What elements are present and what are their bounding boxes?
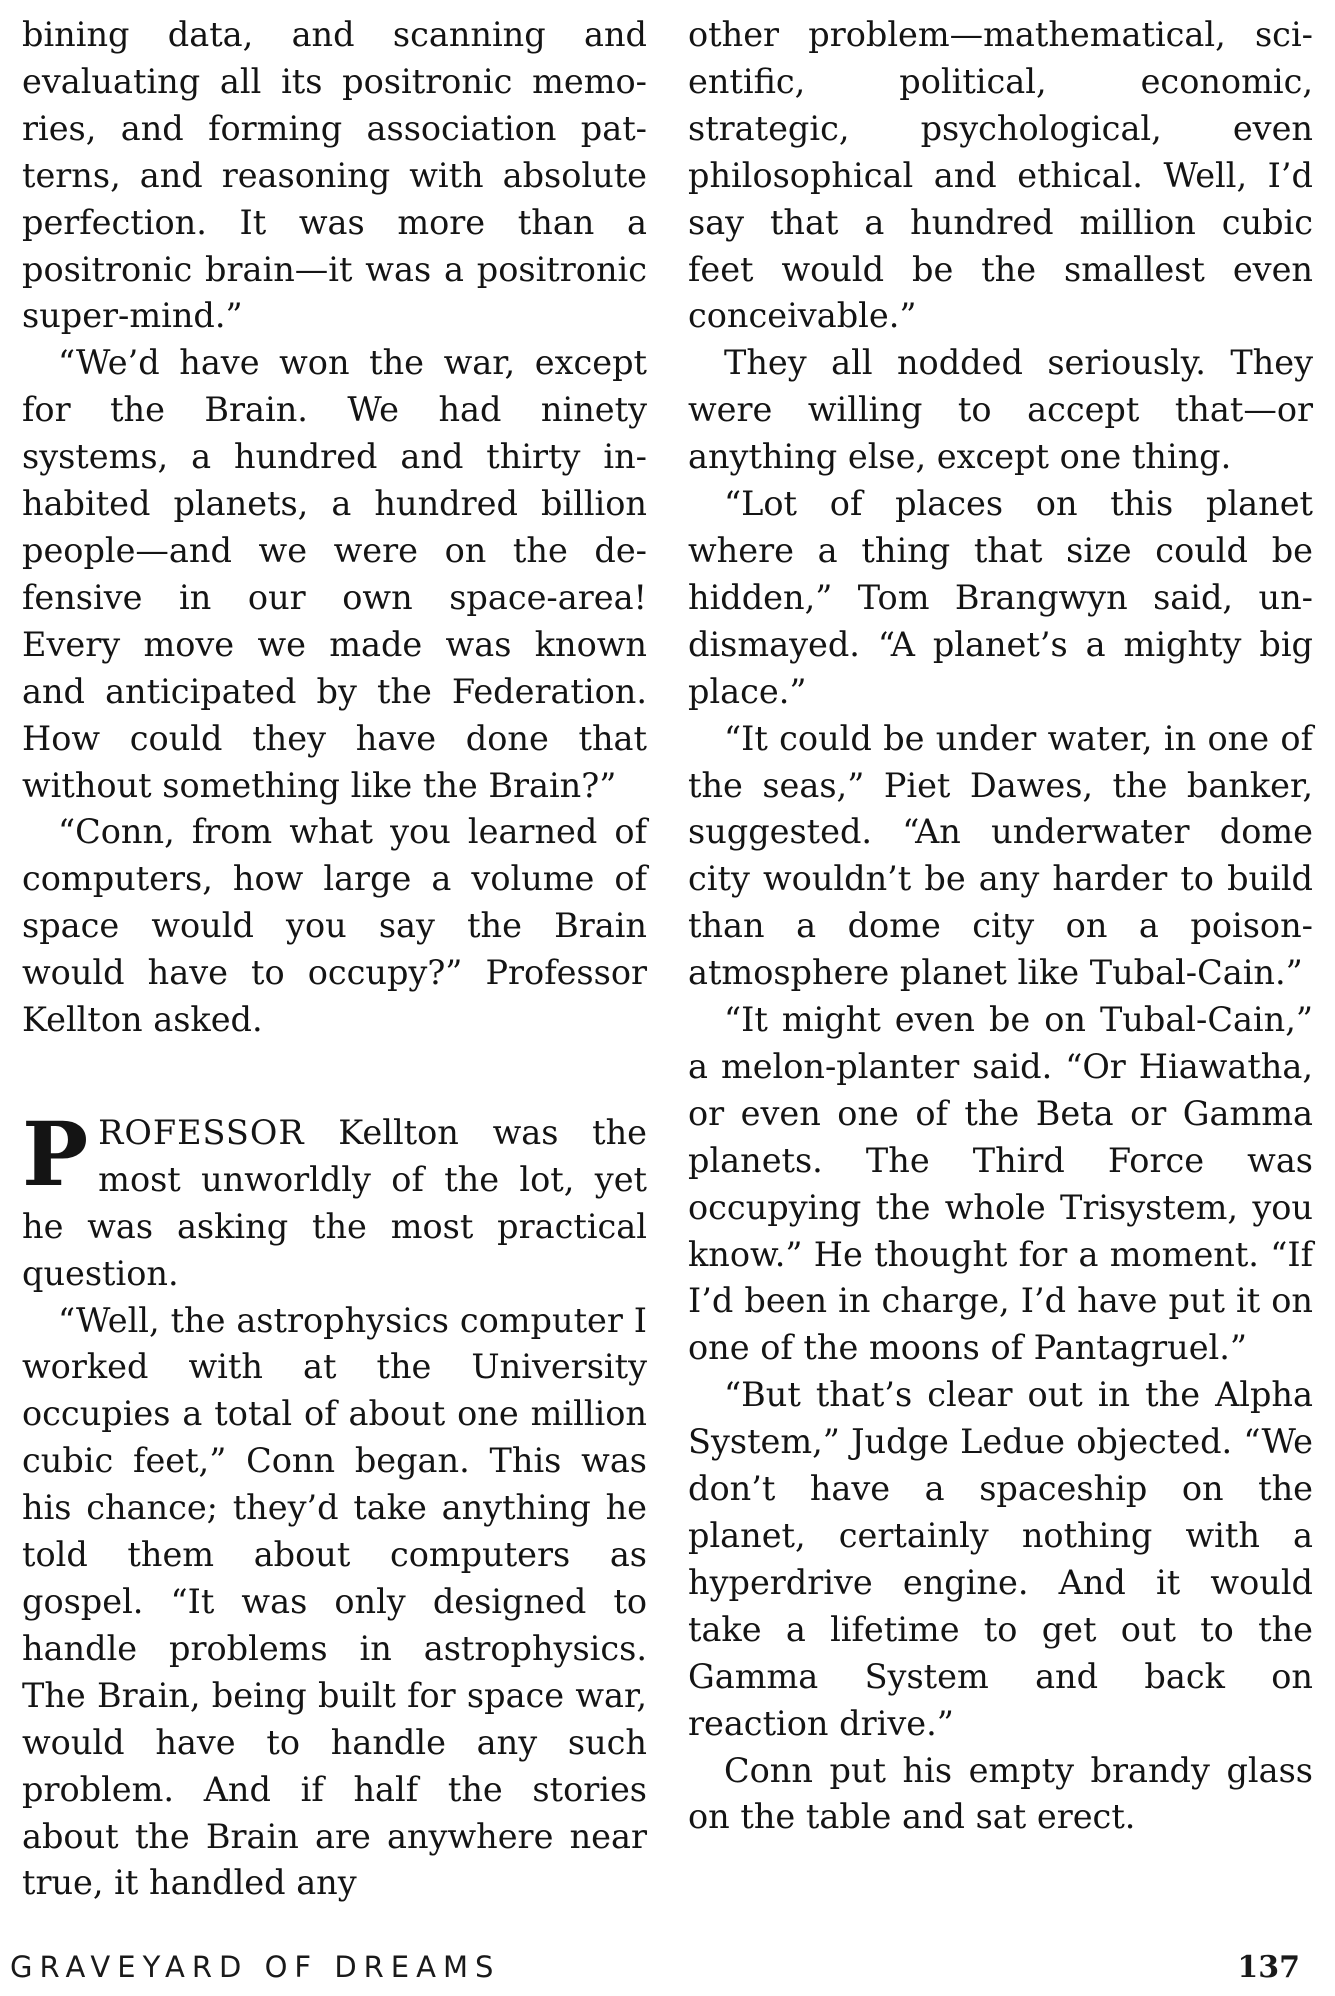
page-footer bbox=[10, 1950, 1300, 1990]
right-text-column bbox=[688, 12, 1313, 1841]
lead-in-caps: ROFESSOR bbox=[98, 1112, 305, 1152]
paragraph: “Lot of places on this planet where a thing that size could be hidden,” Tom Brangwyn said, undismayed. “A planet’s a mighty big place.” bbox=[688, 484, 1313, 711]
paragraph: “It might even be on Tubal-Cain,” a melon-planter said. “Or Hiawatha, or even one of the Beta or Gamma planets. The Third Force was occupying the whole Trisystem, you know.” He thought for a moment. “If I’d been in charge, I’d have put it on one of the moons of Pantagruel.” bbox=[688, 1000, 1313, 1368]
paragraph: “Conn, from what you learned of computers, how large a volume of space would you say the Brain would have to occupy?” Professor Kellton asked. bbox=[22, 812, 647, 1040]
paragraph-text: Kellton was the most unworldly of the lot, yet he was asking the most practical question. bbox=[22, 1112, 647, 1293]
paragraph: bining data, and scanning and evaluating all its positronic memories, and forming association patterns, and reasoning with absolute perfection. It was more than a positronic brain—it was a positronic super-mind.” bbox=[22, 15, 647, 336]
paragraph: They all nodded seriously. They were willing to accept that—or anything else, except one thing. bbox=[688, 343, 1313, 477]
running-title: GRAVEYARD OF DREAMS bbox=[10, 1950, 501, 1984]
paragraph: “But that’s clear out in the Alpha System,” Judge Ledue objected. “We don’t have a spaceship on the planet, certainly nothing with a hyperdrive engine. And it would take a lifetime to get out to the Gamma System and back on reaction drive.” bbox=[688, 1375, 1313, 1743]
page-number: 137 bbox=[1237, 1950, 1300, 1985]
paragraph: other problem—mathematical, scientific, political, economic, strategic, psychological, even philosophical and ethical. Well, I’d say that a hundred million cubic feet would be the smallest even conceivable.” bbox=[688, 15, 1313, 336]
section-opening-paragraph bbox=[22, 1101, 647, 1298]
paragraph: “We’d have won the war, except for the Brain. We had ninety systems, a hundred and thirty inhabited planets, a hundred billion people—and we were on the defensive in our own space-area! Every move we made was known and anticipated by the Federation. How could they have done that without something like the Brain?” bbox=[22, 343, 647, 805]
left-text-column bbox=[22, 12, 647, 1907]
paragraph: “Well, the astrophysics computer I worked with at the University occupies a total of about one million cubic feet,” Conn began. This was his chance; they’d take anything he told them about computers as gospel. “It was only designed to handle problems in astrophysics. The Brain, being built for space war, would have to handle any such problem. And if half the stories about the Brain are anywhere near true, it handled any bbox=[22, 1300, 647, 1903]
paragraph: Conn put his empty brandy glass on the table and sat erect. bbox=[688, 1750, 1313, 1837]
drop-cap: P bbox=[22, 1101, 89, 1206]
paragraph: “It could be under water, in one of the seas,” Piet Dawes, the banker, suggested. “An underwater dome city wouldn’t be any harder to build than a dome city on a poison-atmosphere planet like Tubal-Cain.” bbox=[688, 718, 1313, 993]
